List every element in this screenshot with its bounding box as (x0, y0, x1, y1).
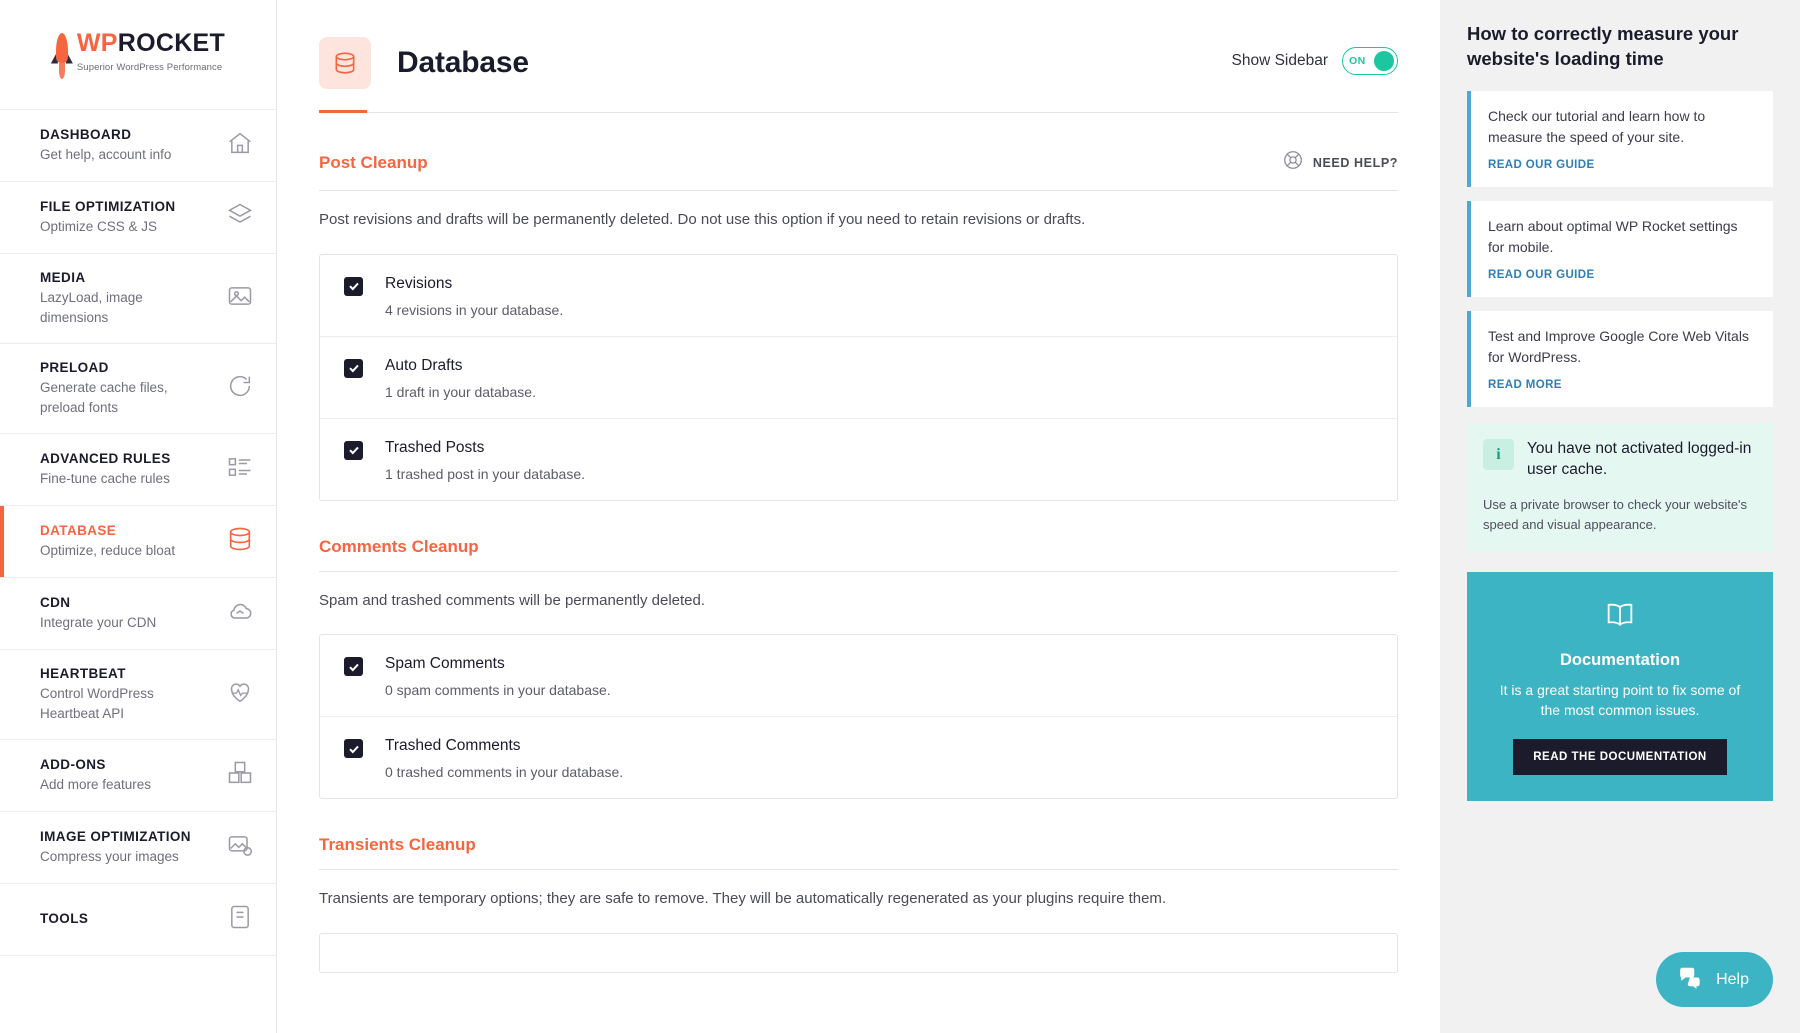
section-description: Transients are temporary options; they are safe to remove. They will be automatically regenerated as your plugins require them. (319, 890, 1167, 907)
sidebar-item-desc: Optimize, reduce bloat (40, 542, 176, 558)
section-title: Comments Cleanup (319, 536, 479, 556)
option-label: Trashed Comments (385, 737, 521, 754)
brand-name-wp: WP (76, 28, 118, 57)
sidebar-item-add-ons[interactable] (0, 740, 276, 812)
sidebar-item-desc: Control WordPress Heartbeat API (40, 686, 154, 721)
boxes-icon (226, 759, 254, 792)
sidebar-item-desc: Optimize CSS & JS (40, 218, 158, 234)
list-icon (226, 453, 254, 486)
image-optimize-icon (226, 831, 254, 864)
section-description: Spam and trashed comments will be permanently deleted. (319, 591, 706, 609)
option-sublabel: 0 spam comments in your database. (385, 682, 611, 698)
help-label: Help (1716, 970, 1749, 988)
notice-subtext: Use a private browser to check your website's speed and visual appearance. (1483, 497, 1748, 532)
sidebar-item-title: DASHBOARD (40, 126, 132, 142)
tip-link[interactable]: READ OUR GUIDE (1488, 269, 1595, 282)
toggle-state-label: ON (1349, 55, 1366, 67)
sidebar-item-preload[interactable] (0, 344, 276, 434)
options-list (319, 254, 1398, 501)
option-label: Auto Drafts (385, 356, 463, 374)
need-help-button[interactable] (1282, 149, 1398, 176)
section-post-cleanup (319, 113, 1398, 501)
tip-text: Test and Improve Google Core Web Vitals for WordPress. (1488, 328, 1749, 366)
brand-logo[interactable] (0, 0, 276, 110)
sidebar-item-dashboard[interactable] (0, 110, 276, 182)
refresh-icon (226, 372, 254, 405)
checkbox-revisions[interactable] (344, 277, 363, 296)
option-label: Revisions (385, 274, 453, 292)
documentation-card (1467, 572, 1773, 801)
info-icon: i (1483, 439, 1514, 470)
brand-name-rocket: ROCKET (117, 28, 226, 57)
sidebar-item-desc: Fine-tune cache rules (40, 470, 170, 486)
tip-text: Check our tutorial and learn how to measure the speed of your site. (1488, 108, 1706, 146)
option-sublabel: 1 trashed post in your database. (385, 465, 586, 482)
options-list (319, 634, 1398, 799)
tools-icon (226, 903, 254, 936)
sidebar-item-heartbeat[interactable] (0, 650, 276, 740)
option-row (320, 337, 1397, 419)
layers-icon (226, 201, 254, 234)
option-label: Spam Comments (385, 655, 505, 672)
sidebar-item-title: ADD-ONS (40, 757, 106, 773)
show-sidebar-toggle[interactable] (1342, 47, 1398, 75)
main-content (277, 0, 1440, 1033)
option-row (320, 255, 1397, 337)
option-row (320, 419, 1397, 500)
need-help-label: NEED HELP? (1312, 155, 1398, 170)
sidebar-item-image-optimization[interactable] (0, 812, 276, 884)
option-sublabel: 0 trashed comments in your database. (385, 764, 624, 780)
tip-card (1467, 201, 1773, 297)
right-sidebar-title: How to correctly measure your website's loading time (1467, 23, 1739, 69)
option-sublabel: 4 revisions in your database. (385, 301, 564, 318)
sidebar-item-desc: LazyLoad, image dimensions (40, 290, 143, 325)
sidebar-item-title: CDN (40, 594, 71, 610)
option-row (320, 635, 1397, 717)
sidebar-item-cdn[interactable] (0, 578, 276, 650)
sidebar-item-title: MEDIA (40, 270, 86, 285)
options-list (319, 933, 1398, 973)
sidebar-nav (0, 110, 276, 956)
sidebar-item-title: TOOLS (40, 910, 89, 926)
sidebar-item-advanced-rules[interactable] (0, 434, 276, 506)
sidebar (0, 0, 277, 1033)
checkbox-trashed-comments[interactable] (344, 739, 363, 758)
sidebar-item-tools[interactable] (0, 884, 276, 956)
help-button[interactable] (1656, 952, 1773, 1007)
sidebar-item-file-optimization[interactable] (0, 182, 276, 254)
option-label: Trashed Posts (385, 438, 485, 456)
database-icon (319, 37, 371, 89)
documentation-description: It is a great starting point to fix some of the most common issues. (1499, 682, 1741, 719)
read-documentation-button[interactable]: READ THE DOCUMENTATION (1513, 739, 1726, 775)
checkbox-trashed-posts[interactable] (344, 441, 363, 460)
section-description: Post revisions and drafts will be permanently deleted. Do not use this option if you need to retain revisions or drafts. (319, 211, 1086, 228)
page-title: Database (397, 46, 529, 79)
heartbeat-icon (226, 678, 254, 711)
sidebar-item-desc: Compress your images (40, 849, 179, 865)
sidebar-item-desc: Add more features (40, 777, 152, 793)
toggle-knob (1374, 51, 1394, 71)
chat-icon (1676, 964, 1706, 995)
section-title: Transients Cleanup (319, 835, 476, 854)
sidebar-item-title: ADVANCED RULES (40, 450, 171, 466)
active-tab-underline (319, 110, 367, 113)
section-title: Post Cleanup (319, 152, 428, 172)
logged-in-cache-notice (1467, 423, 1773, 552)
tip-link[interactable]: READ MORE (1488, 379, 1562, 392)
notice-title: You have not activated logged-in user cache. (1527, 440, 1752, 479)
cloud-icon (226, 597, 254, 630)
section-transients-cleanup (319, 799, 1398, 973)
brand-tagline: Superior WordPress Performance (76, 61, 223, 73)
sidebar-item-title: HEARTBEAT (40, 666, 126, 682)
sidebar-item-desc: Get help, account info (40, 146, 172, 162)
book-icon (1600, 619, 1640, 636)
option-sublabel: 1 draft in your database. (385, 383, 536, 400)
sidebar-item-desc: Generate cache files, preload fonts (40, 380, 168, 415)
tip-link[interactable]: READ OUR GUIDE (1488, 159, 1595, 172)
home-icon (226, 129, 254, 162)
sidebar-item-title: FILE OPTIMIZATION (40, 198, 176, 214)
database-icon (226, 525, 254, 558)
tip-text: Learn about optimal WP Rocket settings for mobile. (1488, 218, 1738, 256)
right-sidebar (1440, 0, 1800, 1033)
checkbox-spam-comments[interactable] (344, 657, 363, 676)
tip-card (1467, 311, 1773, 407)
rocket-icon (51, 33, 73, 79)
sidebar-item-title: IMAGE OPTIMIZATION (40, 829, 191, 845)
sidebar-item-desc: Integrate your CDN (40, 614, 157, 630)
page-header (319, 0, 1398, 113)
lifebuoy-icon (1282, 149, 1304, 176)
checkbox-auto-drafts[interactable] (344, 359, 363, 378)
tip-card (1467, 91, 1773, 187)
option-row (320, 717, 1397, 798)
sidebar-item-database[interactable] (0, 506, 276, 578)
image-icon (226, 282, 254, 315)
section-comments-cleanup (319, 501, 1398, 800)
show-sidebar-label: Show Sidebar (1231, 52, 1328, 69)
sidebar-item-title: DATABASE (40, 522, 117, 538)
sidebar-item-title: PRELOAD (40, 360, 109, 376)
documentation-title: Documentation (1559, 651, 1681, 670)
sidebar-item-media[interactable] (0, 254, 276, 344)
